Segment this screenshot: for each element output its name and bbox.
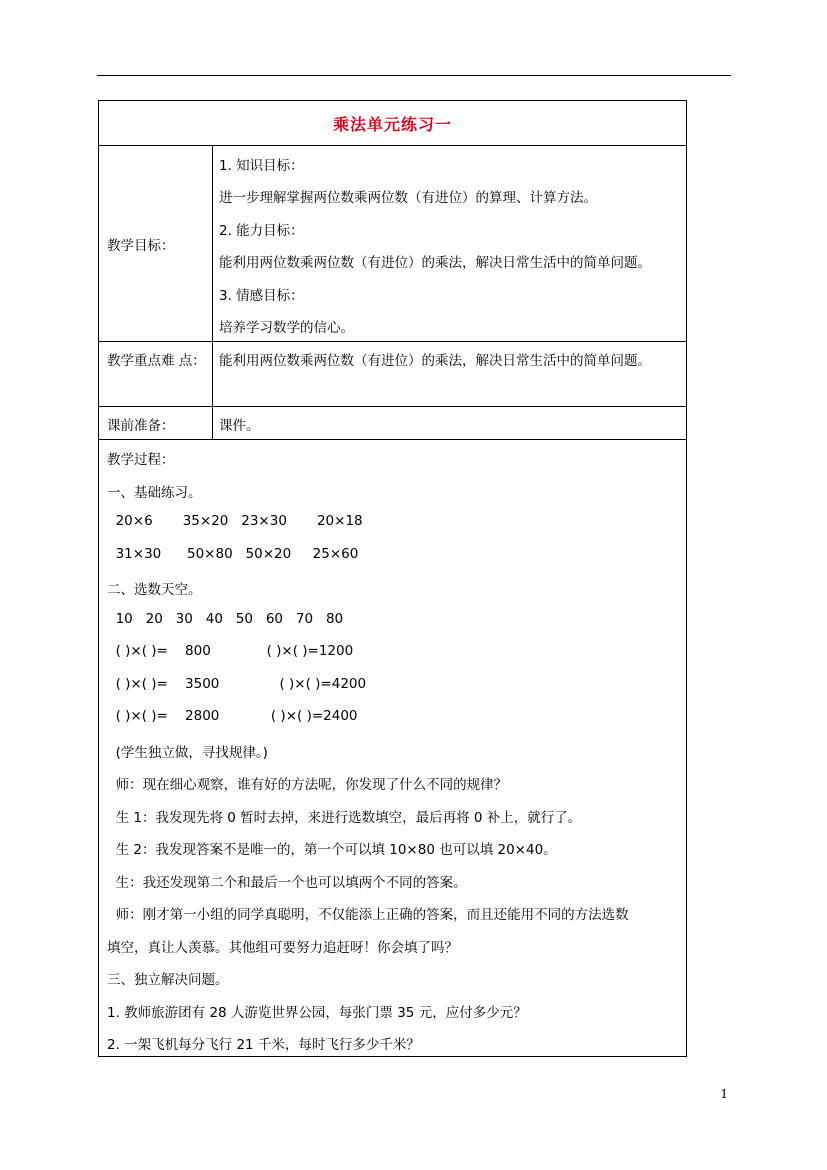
objectives-row — [99, 146, 686, 342]
preparation-content — [213, 407, 686, 439]
process-line: 2. 一架飞机每分飞行 21 千米，每时飞行多少千米？ — [107, 1037, 420, 1053]
objectives-content — [213, 146, 686, 341]
process-line: ( )×( )= 800 ( )×( )=1200 — [107, 643, 354, 659]
title-row — [99, 101, 686, 146]
key-points-content — [213, 342, 686, 406]
preparation-label-cell — [99, 407, 213, 439]
page-number: 1 — [720, 1087, 728, 1101]
process-line: 10 20 30 40 50 60 70 80 — [107, 611, 344, 627]
process-line: 1. 教师旅游团有 28 人游览世界公园，每张门票 35 元，应付多少元？ — [107, 1005, 527, 1021]
process-section — [99, 440, 686, 1057]
key-points-row — [99, 342, 686, 407]
objective-line: 培养学习数学的信心。 — [219, 320, 354, 336]
process-line: 生：我还发现第二个和最后一个也可以填两个不同的答案。 — [107, 875, 467, 891]
process-line: 生 2：我发现答案不是唯一的，第一个可以填 10×80 也可以填 20×40。 — [107, 842, 557, 858]
objective-line: 2. 能力目标： — [219, 223, 304, 239]
process-line: 31×30 50×80 50×20 25×60 — [107, 546, 359, 562]
preparation-row — [99, 407, 686, 440]
key-points-label-cell — [99, 342, 213, 406]
preparation-text: 课件。 — [219, 418, 260, 434]
objective-line: 进一步理解掌握两位数乘两位数（有进位）的算理、计算方法。 — [219, 190, 597, 206]
process-line: 教学过程： — [107, 452, 175, 468]
key-points-label: 教学重点难 点： — [107, 353, 206, 369]
process-line: 三、独立解决问题。 — [107, 972, 229, 988]
preparation-label: 课前准备： — [107, 418, 175, 434]
objective-line: 1. 知识目标： — [219, 158, 304, 174]
objective-line: 3. 情感目标： — [219, 288, 304, 304]
process-line: (学生独立做，寻找规律。) — [107, 745, 268, 761]
process-line: 师：刚才第一小组的同学真聪明，不仅能添上正确的答案，而且还能用不同的方法选数 — [107, 907, 629, 923]
lesson-table — [98, 100, 687, 1057]
objectives-label-cell — [99, 146, 213, 341]
process-line: ( )×( )= 2800 ( )×( )=2400 — [107, 708, 358, 724]
process-line: 填空，真让人羡慕。其他组可要努力追赶呀！你会填了吗？ — [107, 940, 458, 956]
process-line: 二、选数天空。 — [107, 582, 202, 598]
key-points-text: 能利用两位数乘两位数（有进位）的乘法，解决日常生活中的简单问题。 — [219, 353, 651, 369]
process-line: 师：现在细心观察，谁有好的方法呢，你发现了什么不同的规律？ — [107, 777, 508, 793]
document-title: 乘法单元练习一 — [332, 114, 452, 134]
process-line: 20×6 35×20 23×30 20×18 — [107, 513, 363, 529]
header-rule — [97, 75, 731, 76]
process-line: 一、基础练习。 — [107, 485, 202, 501]
process-line: ( )×( )= 3500 ( )×( )=4200 — [107, 676, 367, 692]
objectives-label: 教学目标： — [107, 238, 175, 254]
process-line: 生 1：我发现先将 0 暂时去掉，来进行选数填空，最后再将 0 补上，就行了。 — [107, 810, 582, 826]
objective-line: 能利用两位数乘两位数（有进位）的乘法，解决日常生活中的简单问题。 — [219, 255, 651, 271]
